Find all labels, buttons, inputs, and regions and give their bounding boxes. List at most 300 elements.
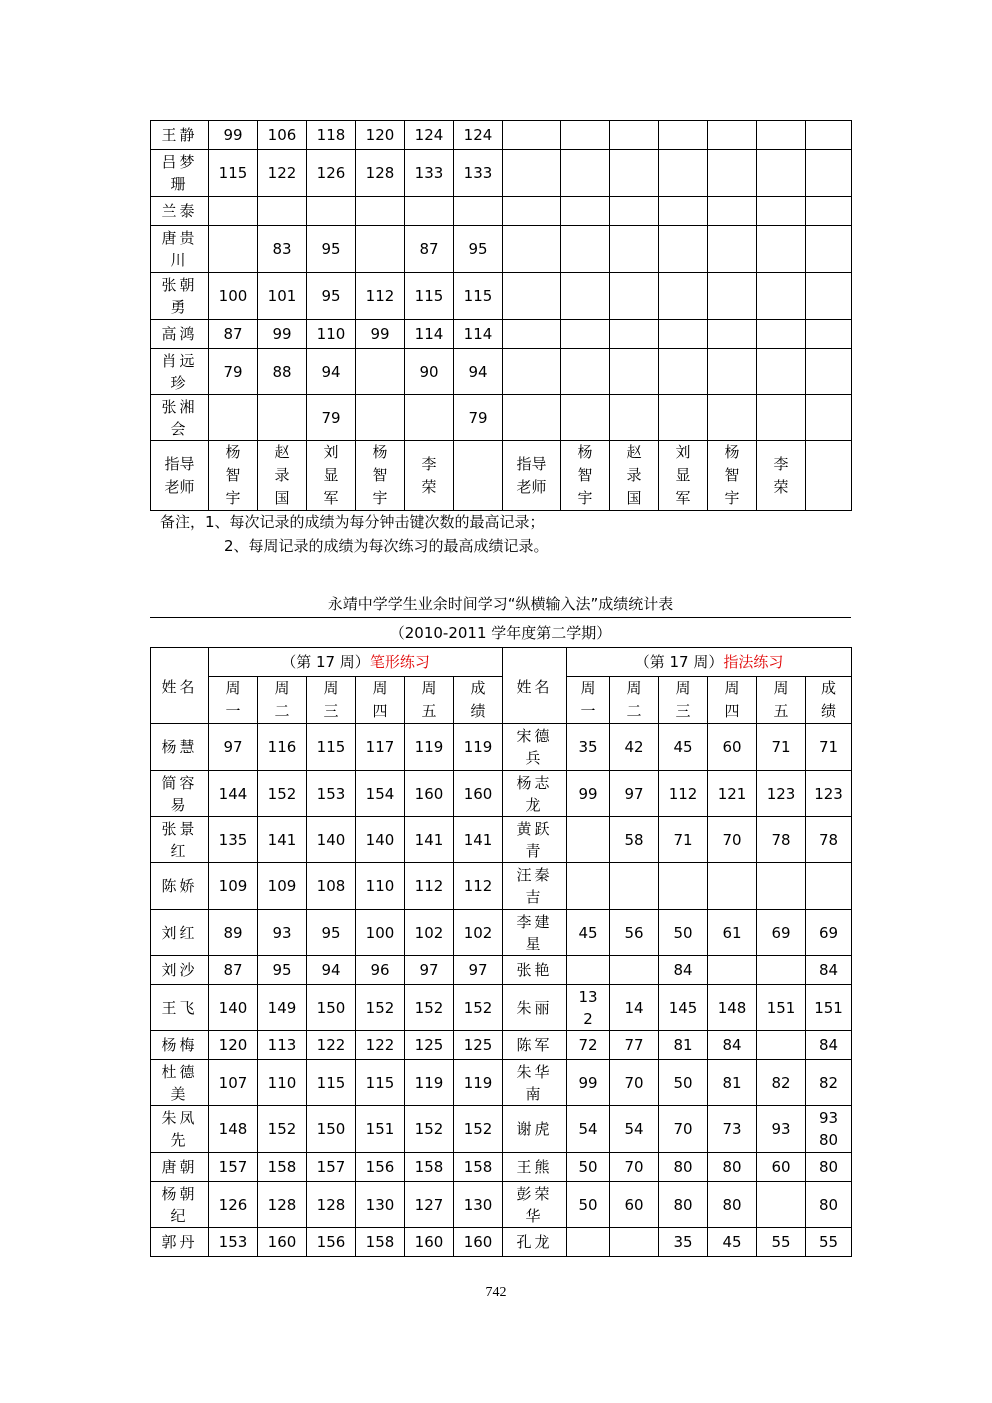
score-cell: 157	[307, 1153, 356, 1182]
table-row	[151, 956, 852, 985]
score-cell	[610, 150, 659, 197]
score-cell: 106	[258, 121, 307, 150]
score-cell: 120	[209, 1031, 258, 1060]
score-cell	[708, 956, 757, 985]
name-header-left: 姓名	[151, 648, 209, 724]
score-cell	[659, 150, 708, 197]
score-cell: 83	[258, 226, 307, 273]
score-cell: 45	[567, 910, 610, 956]
table-row	[151, 985, 852, 1031]
score-cell: 128	[356, 150, 405, 197]
score-cell: 50	[659, 910, 708, 956]
score-cell: 88	[258, 349, 307, 395]
score-cell: 154	[356, 771, 405, 817]
day-header: 周二	[274, 679, 290, 720]
teacher-name: 杨智宇	[724, 443, 740, 507]
student-name-cell	[503, 121, 561, 150]
score-cell: 100	[209, 273, 258, 320]
score-cell	[806, 273, 852, 320]
score-cell: 144	[209, 771, 258, 817]
score-cell	[209, 197, 258, 226]
score-cell: 95	[307, 226, 356, 273]
student-name-cell: 郭丹	[151, 1228, 209, 1257]
score-cell: 126	[307, 150, 356, 197]
teacher-name-cell	[209, 441, 258, 511]
score-cell: 102	[405, 910, 454, 956]
score-cell: 109	[258, 863, 307, 910]
score-cell	[806, 150, 852, 197]
student-name-cell	[503, 863, 567, 910]
score-cell: 128	[258, 1182, 307, 1228]
score-cell	[356, 226, 405, 273]
right-section-header	[567, 648, 852, 677]
score-cell: 125	[405, 1031, 454, 1060]
score-cell	[659, 226, 708, 273]
score-cell: 82	[757, 1060, 806, 1106]
score-cell: 120	[356, 121, 405, 150]
score-cell	[806, 197, 852, 226]
score-cell: 152	[258, 771, 307, 817]
score-cell: 80	[659, 1182, 708, 1228]
score-cell: 54	[567, 1106, 610, 1153]
score-value: 9380	[818, 1109, 839, 1149]
teacher-name-cell	[757, 441, 806, 511]
score-cell: 160	[405, 1228, 454, 1257]
score-cell: 70	[708, 817, 757, 863]
score-cell: 95	[307, 910, 356, 956]
student-name: 李建星	[516, 912, 553, 953]
day-header-cell	[659, 677, 708, 724]
student-name: 朱华南	[516, 1062, 553, 1103]
score-cell: 99	[567, 771, 610, 817]
score-cell: 135	[209, 817, 258, 863]
student-name-cell: 刘红	[151, 910, 209, 956]
student-name: 彭荣华	[516, 1184, 553, 1225]
score-cell	[757, 1031, 806, 1060]
score-cell: 97	[454, 956, 503, 985]
score-cell: 93	[757, 1106, 806, 1153]
score-cell: 70	[610, 1060, 659, 1106]
score-cell: 130	[356, 1182, 405, 1228]
score-cell: 95	[307, 273, 356, 320]
teacher-name: 李荣	[773, 454, 789, 496]
student-name-cell	[151, 771, 209, 817]
student-name-cell	[151, 150, 209, 197]
score-cell	[757, 1182, 806, 1228]
student-name: 简容易	[161, 773, 198, 814]
student-name-cell	[503, 150, 561, 197]
score-cell	[567, 985, 610, 1031]
score-cell: 55	[757, 1228, 806, 1257]
student-name-cell: 杨慧	[151, 724, 209, 771]
student-name: 吕梦珊	[161, 153, 198, 193]
day-header-cell	[307, 677, 356, 724]
score-cell: 156	[356, 1153, 405, 1182]
score-cell: 128	[307, 1182, 356, 1228]
day-header-cell	[258, 677, 307, 724]
score-cell	[757, 956, 806, 985]
student-name-cell: 王熊	[503, 1153, 567, 1182]
score-cell	[806, 226, 852, 273]
student-name-cell: 唐朝	[151, 1153, 209, 1182]
score-cell: 115	[307, 724, 356, 771]
score-cell: 123	[806, 771, 852, 817]
score-cell: 127	[405, 1182, 454, 1228]
score-cell	[561, 226, 610, 273]
score-cell	[757, 349, 806, 395]
score-cell	[610, 1228, 659, 1257]
student-name-cell	[151, 1060, 209, 1106]
score-cell: 70	[610, 1153, 659, 1182]
score-cell: 141	[405, 817, 454, 863]
score-cell	[258, 395, 307, 441]
score-cell: 119	[454, 1060, 503, 1106]
score-cell	[806, 349, 852, 395]
score-cell	[561, 273, 610, 320]
day-header-cell	[454, 677, 503, 724]
score-cell: 140	[209, 985, 258, 1031]
teacher-name: 刘显军	[323, 443, 339, 507]
score-cell: 160	[405, 771, 454, 817]
score-cell	[757, 226, 806, 273]
score-cell: 95	[454, 226, 503, 273]
score-cell: 115	[454, 273, 503, 320]
score-cell: 148	[708, 985, 757, 1031]
score-cell	[708, 349, 757, 395]
student-name-cell	[151, 817, 209, 863]
teacher-name-cell	[258, 441, 307, 511]
teacher-name-cell	[405, 441, 454, 511]
score-cell: 87	[405, 226, 454, 273]
score-cell: 97	[405, 956, 454, 985]
score-cell: 152	[258, 1106, 307, 1153]
score-cell: 157	[209, 1153, 258, 1182]
score-cell: 153	[307, 771, 356, 817]
score-cell: 55	[806, 1228, 852, 1257]
student-name-cell: 孔龙	[503, 1228, 567, 1257]
page-number: 742	[485, 1285, 507, 1300]
score-cell: 149	[258, 985, 307, 1031]
score-cell: 78	[757, 817, 806, 863]
score-cell: 133	[405, 150, 454, 197]
score-cell: 119	[405, 1060, 454, 1106]
score-cell: 79	[307, 395, 356, 441]
student-name-cell	[503, 817, 567, 863]
day-header: 成绩	[821, 679, 837, 720]
score-cell	[567, 817, 610, 863]
student-name-cell	[503, 1182, 567, 1228]
student-name-cell: 高鸿	[151, 320, 209, 349]
score-cell: 152	[356, 985, 405, 1031]
score-cell	[806, 863, 852, 910]
note-line-2: 2、每周记录的成绩为每次练习的最高成绩记录。	[224, 537, 549, 555]
score-cell	[561, 320, 610, 349]
score-cell: 115	[209, 150, 258, 197]
score-cell: 84	[806, 1031, 852, 1060]
score-cell: 152	[405, 985, 454, 1031]
score-cell: 71	[806, 724, 852, 771]
score-cell	[610, 395, 659, 441]
score-cell: 160	[454, 771, 503, 817]
score-cell: 158	[356, 1228, 405, 1257]
score-cell: 122	[307, 1031, 356, 1060]
score-cell: 80	[659, 1153, 708, 1182]
teacher-name-cell	[659, 441, 708, 511]
score-cell	[757, 197, 806, 226]
score-cell: 152	[454, 1106, 503, 1153]
student-name-cell	[503, 273, 561, 320]
name-header-right: 姓名	[503, 648, 567, 724]
score-cell	[757, 121, 806, 150]
score-cell: 112	[659, 771, 708, 817]
score-cell: 153	[209, 1228, 258, 1257]
score-cell: 89	[209, 910, 258, 956]
student-name: 朱凤先	[161, 1109, 198, 1149]
score-cell: 69	[757, 910, 806, 956]
score-cell: 60	[610, 1182, 659, 1228]
student-name-cell	[503, 320, 561, 349]
table-row	[151, 817, 852, 863]
student-name: 张朝勇	[161, 276, 198, 316]
score-cell: 80	[708, 1153, 757, 1182]
score-cell: 109	[209, 863, 258, 910]
day-header: 周四	[372, 679, 388, 720]
score-cell: 81	[659, 1031, 708, 1060]
score-cell	[561, 121, 610, 150]
day-header-cell	[757, 677, 806, 724]
score-cell	[258, 197, 307, 226]
teacher-name: 杨智宇	[577, 443, 593, 507]
teacher-name: 赵录国	[626, 443, 642, 507]
score-cell: 110	[356, 863, 405, 910]
student-name-cell	[151, 273, 209, 320]
score-cell	[454, 197, 503, 226]
day-header-cell	[708, 677, 757, 724]
score-cell: 150	[307, 985, 356, 1031]
student-name: 杨朝纪	[161, 1184, 198, 1225]
day-header: 周三	[323, 679, 339, 720]
score-cell	[659, 197, 708, 226]
student-name-cell: 杨梅	[151, 1031, 209, 1060]
score-cell: 99	[356, 320, 405, 349]
score-cell: 115	[405, 273, 454, 320]
notes	[160, 510, 549, 558]
table-row	[151, 724, 852, 771]
score-cell	[806, 121, 852, 150]
day-header-cell	[610, 677, 659, 724]
score-cell: 90	[405, 349, 454, 395]
score-cell: 80	[708, 1182, 757, 1228]
teacher-row	[151, 441, 852, 511]
score-cell	[567, 863, 610, 910]
score-cell: 123	[757, 771, 806, 817]
day-header: 周一	[225, 679, 241, 720]
score-cell: 95	[258, 956, 307, 985]
score-cell: 73	[708, 1106, 757, 1153]
score-cell: 61	[708, 910, 757, 956]
score-cell: 121	[708, 771, 757, 817]
score-cell: 108	[307, 863, 356, 910]
score-cell: 145	[659, 985, 708, 1031]
score-cell	[659, 320, 708, 349]
day-header: 周二	[626, 679, 642, 720]
score-cell: 141	[454, 817, 503, 863]
score-cell: 122	[356, 1031, 405, 1060]
score-cell: 87	[209, 956, 258, 985]
score-cell	[757, 320, 806, 349]
student-name: 杨志龙	[516, 773, 553, 814]
table-row	[151, 863, 852, 910]
teacher-label: 指导老师	[164, 454, 195, 496]
score-cell: 118	[307, 121, 356, 150]
student-name-cell	[503, 724, 567, 771]
score-cell	[806, 1106, 852, 1153]
score-value: 132	[578, 987, 598, 1028]
score-cell	[757, 273, 806, 320]
score-cell	[610, 197, 659, 226]
score-cell: 150	[307, 1106, 356, 1153]
score-cell: 99	[209, 121, 258, 150]
teacher-label-cell	[151, 441, 209, 511]
score-cell: 50	[567, 1182, 610, 1228]
score-cell: 35	[659, 1228, 708, 1257]
note-line-1: 备注，1、每次记录的成绩为每分钟击键次数的最高记录；	[160, 513, 545, 531]
score-cell: 45	[708, 1228, 757, 1257]
student-name-cell	[503, 226, 561, 273]
score-cell	[356, 349, 405, 395]
score-cell: 80	[806, 1182, 852, 1228]
score-cell: 151	[757, 985, 806, 1031]
score-cell	[209, 226, 258, 273]
score-cell: 14	[610, 985, 659, 1031]
student-name: 黄跃青	[516, 819, 553, 860]
score-cell: 160	[258, 1228, 307, 1257]
student-name: 唐贵川	[161, 229, 198, 269]
teacher-name: 赵录国	[274, 443, 290, 507]
teacher-name-cell	[610, 441, 659, 511]
score-cell: 96	[356, 956, 405, 985]
table-row	[151, 197, 852, 226]
table-row	[151, 1182, 852, 1228]
score-cell: 97	[610, 771, 659, 817]
student-name-cell	[503, 910, 567, 956]
score-cell: 112	[356, 273, 405, 320]
score-cell	[610, 226, 659, 273]
score-cell	[757, 150, 806, 197]
score-cell	[806, 395, 852, 441]
student-name-cell: 王静	[151, 121, 209, 150]
score-cell	[567, 956, 610, 985]
table-row	[151, 1228, 852, 1257]
score-cell: 93	[258, 910, 307, 956]
score-cell: 79	[454, 395, 503, 441]
table-row	[151, 1153, 852, 1182]
score-cell: 72	[567, 1031, 610, 1060]
score-cell: 124	[454, 121, 503, 150]
table-row	[151, 121, 852, 150]
score-cell	[356, 197, 405, 226]
score-cell: 79	[209, 349, 258, 395]
score-cell: 133	[454, 150, 503, 197]
student-name: 肖远珍	[161, 351, 198, 392]
score-cell: 156	[307, 1228, 356, 1257]
student-name-cell: 陈军	[503, 1031, 567, 1060]
score-cell: 69	[806, 910, 852, 956]
score-cell	[610, 349, 659, 395]
day-header: 周一	[580, 679, 596, 720]
student-name: 杜德美	[161, 1062, 198, 1103]
score-cell: 119	[405, 724, 454, 771]
table-row	[151, 226, 852, 273]
student-name: 张景红	[161, 819, 198, 860]
title-rule	[150, 617, 851, 618]
score-cell	[708, 395, 757, 441]
score-cell: 119	[454, 724, 503, 771]
score-cell: 122	[258, 150, 307, 197]
teacher-name: 刘显军	[675, 443, 691, 507]
student-name-cell: 刘沙	[151, 956, 209, 985]
score-cell: 113	[258, 1031, 307, 1060]
score-cell: 84	[806, 956, 852, 985]
day-header-cell	[356, 677, 405, 724]
score-cell: 35	[567, 724, 610, 771]
score-cell	[708, 226, 757, 273]
score-cell: 71	[659, 817, 708, 863]
teacher-name-cell	[806, 441, 852, 511]
score-cell: 42	[610, 724, 659, 771]
score-cell	[659, 395, 708, 441]
student-name-cell	[503, 1060, 567, 1106]
score-table	[150, 647, 852, 1257]
teacher-name-cell	[708, 441, 757, 511]
teacher-label: 指导老师	[516, 454, 547, 496]
score-cell: 110	[258, 1060, 307, 1106]
score-cell	[561, 395, 610, 441]
score-cell: 116	[258, 724, 307, 771]
score-cell: 71	[757, 724, 806, 771]
student-name: 宋德兵	[516, 727, 553, 767]
score-cell	[708, 197, 757, 226]
score-cell: 84	[659, 956, 708, 985]
score-cell	[561, 197, 610, 226]
score-cell	[659, 863, 708, 910]
score-cell: 60	[757, 1153, 806, 1182]
day-header: 周五	[773, 679, 789, 720]
score-cell	[708, 320, 757, 349]
right-week-label: （第 17 周）	[634, 653, 724, 671]
table-row	[151, 349, 852, 395]
table-row	[151, 1106, 852, 1153]
student-name-cell	[503, 771, 567, 817]
score-cell: 78	[806, 817, 852, 863]
score-cell	[307, 197, 356, 226]
score-cell: 94	[454, 349, 503, 395]
score-cell	[610, 956, 659, 985]
score-cell: 80	[806, 1153, 852, 1182]
score-cell: 148	[209, 1106, 258, 1153]
student-name-cell	[151, 395, 209, 441]
score-cell: 94	[307, 956, 356, 985]
right-practice-label: 指法练习	[723, 653, 784, 671]
table-row	[151, 395, 852, 441]
student-name-cell: 兰泰	[151, 197, 209, 226]
day-header-cell	[567, 677, 610, 724]
teacher-name: 李荣	[421, 454, 437, 496]
score-cell: 130	[454, 1182, 503, 1228]
student-name-cell: 谢虎	[503, 1106, 567, 1153]
score-cell	[610, 273, 659, 320]
left-section-header	[209, 648, 503, 677]
